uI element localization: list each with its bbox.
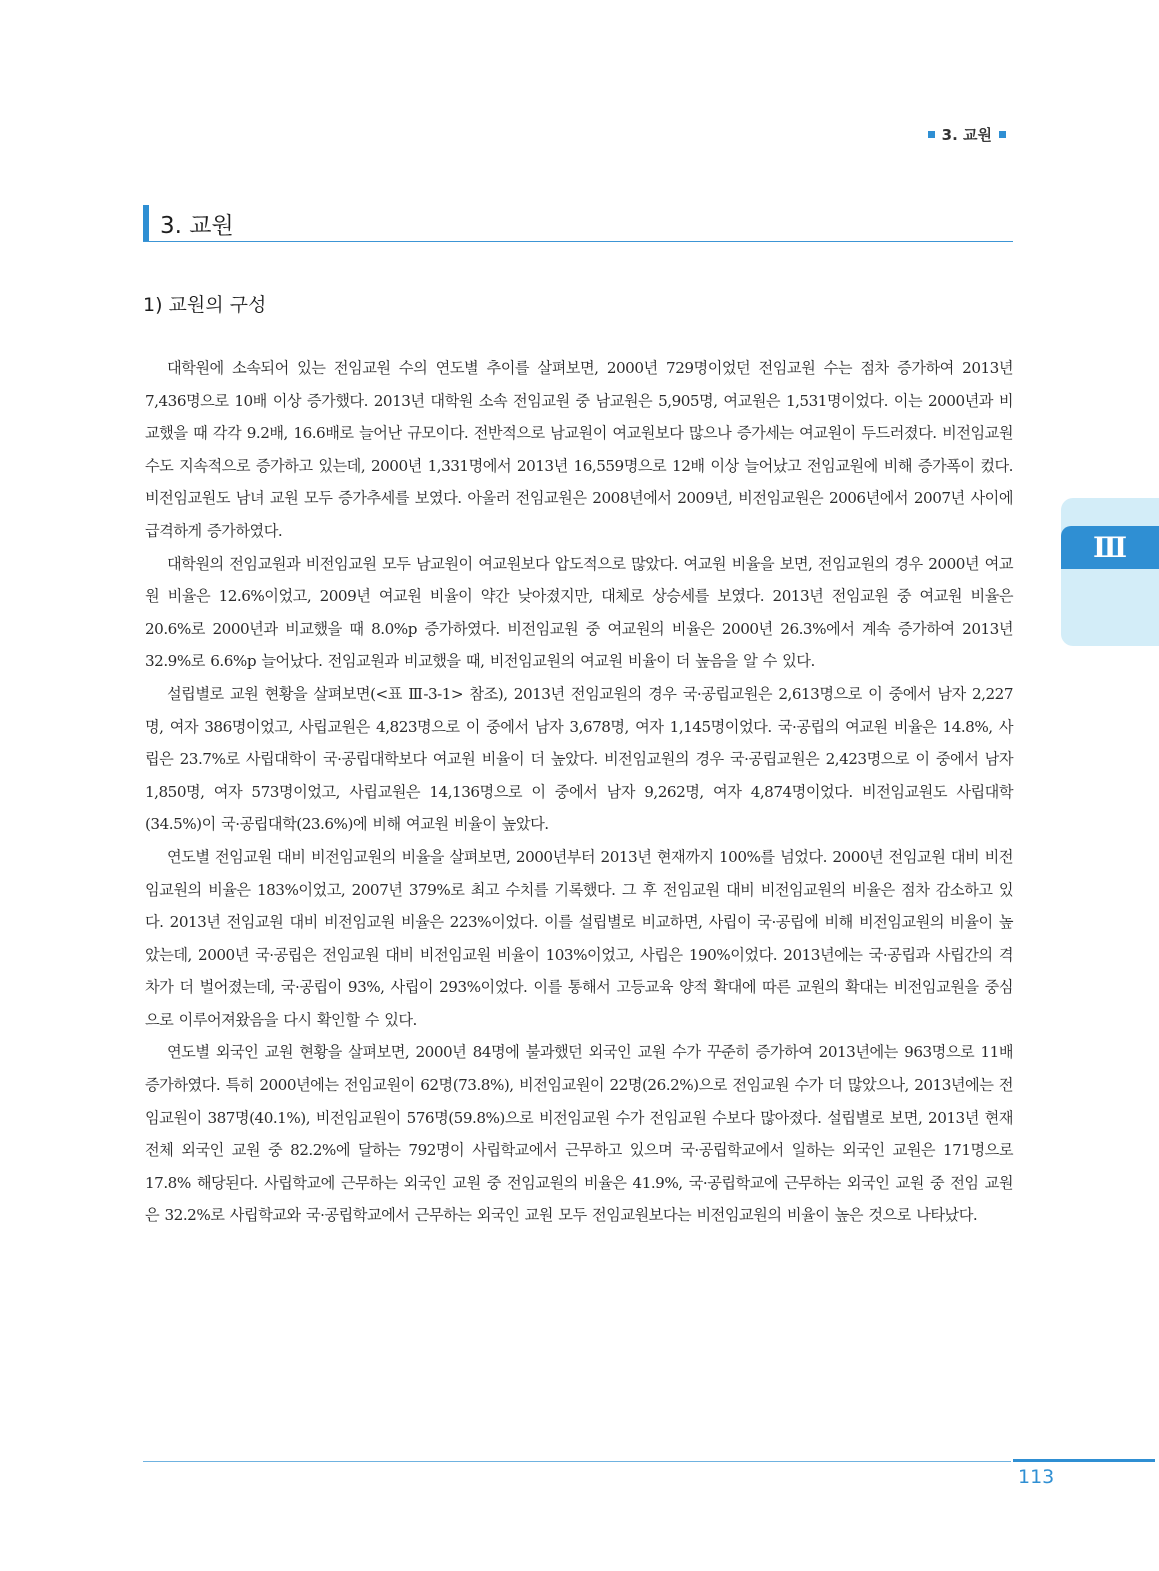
section-title: 3. 교원 <box>160 213 234 239</box>
footer-rule-accent <box>1013 1459 1155 1462</box>
paragraph: 연도별 전임교원 대비 비전임교원의 비율을 살펴보면, 2000년부터 2013년 현재까지 100%를 넘었다. 2000년 전임교원 대비 비전임교원의 비율은 183%이었고, 2007년 379%로 최고 수치를 기록했다. 그 후 전임교원 대비 비전임교원의 비율은 점차 감소하고 있다. 2013년 전임교원 대비 비전임교원 비율은 223%이었다. 이를 설립별로 비교하면, 사립이 국·공립에 비해 비전임교원의 비율이 높았는데, 2000년 국·공립은 전임교원 대비 비전임교원 비율이 103%이었고, 사립은 190%이었다. 2013년에는 국·공립과 사립간의 격차가 더 벌어졌는데, 국·공립이 93%, 사립이 293%이었다. 이를 통해서 고등교육 양적 확대에 따른 교원의 확대는 비전임교원을 중심으로 이루어져왔음을 다시 확인할 수 있다. <box>145 847 1013 1029</box>
paragraph: 설립별로 교원 현황을 살펴보면(<표 Ⅲ-3-1> 참조), 2013년 전임교원의 경우 국·공립교원은 2,613명으로 이 중에서 남자 2,227명, 여자 386명이었고, 사립교원은 4,823명으로 이 중에서 남자 3,678명, 여자 1,145명이었다. 국·공립의 여교원 비율은 14.8%, 사립은 23.7%로 사립대학이 국·공립대학보다 여교원 비율이 더 높았다. 비전임교원의 경우 국·공립교원은 2,423명으로 이 중에서 남자 1,850명, 여자 573명이었고, 사립교원은 14,136명으로 이 중에서 남자 9,262명, 여자 4,874명이었다. 비전임교원도 사립대학(34.5%)이 국·공립대학(23.6%)에 비해 여교원 비율이 높았다. <box>145 684 1013 834</box>
chapter-tab-label-box <box>1061 526 1159 569</box>
section-accent-bar <box>143 205 149 241</box>
paragraph: 대학원에 소속되어 있는 전임교원 수의 연도별 추이를 살펴보면, 2000년 729명이었던 전임교원 수는 점차 증가하여 2013년 7,436명으로 10배 이상 증가했다. 2013년 대학원 소속 전임교원 중 남교원은 5,905명, 여교원은 1,531명이었다. 이는 2000년과 비교했을 때 각각 9.2배, 16.6배로 늘어난 규모이다. 전반적으로 남교원이 여교원보다 많으나 증가세는 여교원이 두드러졌다. 비전임교원 수도 지속적으로 증가하고 있는데, 2000년 1,331명에서 2013년 16,559명으로 12배 이상 늘어났고 전임교원에 비해 증가폭이 컸다. 비전임교원도 남녀 교원 모두 증가추세를 보였다. 아울러 전임교원은 2008년에서 2009년, 비전임교원은 2006년에서 2007년 사이에 급격하게 증가하였다. <box>145 359 1013 540</box>
section-heading <box>143 205 1013 242</box>
footer-rule <box>143 1461 1011 1462</box>
chapter-number: Ⅲ <box>1092 531 1128 564</box>
running-head-title: 3. 교원 <box>941 126 992 144</box>
square-bullet-icon <box>928 131 935 138</box>
paragraph: 대학원의 전임교원과 비전임교원 모두 남교원이 여교원보다 압도적으로 많았다. 여교원 비율을 보면, 전임교원의 경우 2000년 여교원 비율은 12.6%이었고, 2009년 여교원 비율이 약간 낮아졌지만, 대체로 상승세를 보였다. 2013년 전임교원 중 여교원 비율은 20.6%로 2000년과 비교했을 때 8.0%p 증가하였다. 비전임교원 중 여교원의 비율은 2000년 26.3%에서 계속 증가하여 2013년 32.9%로 6.6%p 늘어났다. 전임교원과 비교했을 때, 비전임교원의 여교원 비율이 더 높음을 알 수 있다. <box>145 554 1013 671</box>
square-bullet-icon <box>999 131 1006 138</box>
subsection-title: 1) 교원의 구성 <box>143 294 267 316</box>
page-number: 113 <box>1018 1466 1055 1488</box>
body-text <box>145 352 1013 1232</box>
chapter-tab <box>1061 498 1159 646</box>
running-head <box>928 124 1006 145</box>
paragraph: 연도별 외국인 교원 현황을 살펴보면, 2000년 84명에 불과했던 외국인 교원 수가 꾸준히 증가하여 2013년에는 963명으로 11배 증가하였다. 특히 2000년에는 전임교원이 62명(73.8%), 비전임교원이 22명(26.2%)으로 전임교원 수가 더 많았으나, 2013년에는 전임교원이 387명(40.1%), 비전임교원이 576명(59.8%)으로 비전임교원 수가 전임교원 수보다 많아졌다. 설립별로 보면, 2013년 현재 전체 외국인 교원 중 82.2%에 달하는 792명이 사립학교에서 근무하고 있으며 국·공립학교에서 일하는 외국인 교원은 171명으로 17.8% 해당된다. 사립학교에 근무하는 외국인 교원 중 전임교원의 비율은 41.9%, 국·공립학교에 근무하는 외국인 교원 중 전임 교원은 32.2%로 사립학교와 국·공립학교에서 근무하는 외국인 교원 모두 전임교원보다는 비전임교원의 비율이 높은 것으로 나타났다. <box>145 1043 1013 1225</box>
